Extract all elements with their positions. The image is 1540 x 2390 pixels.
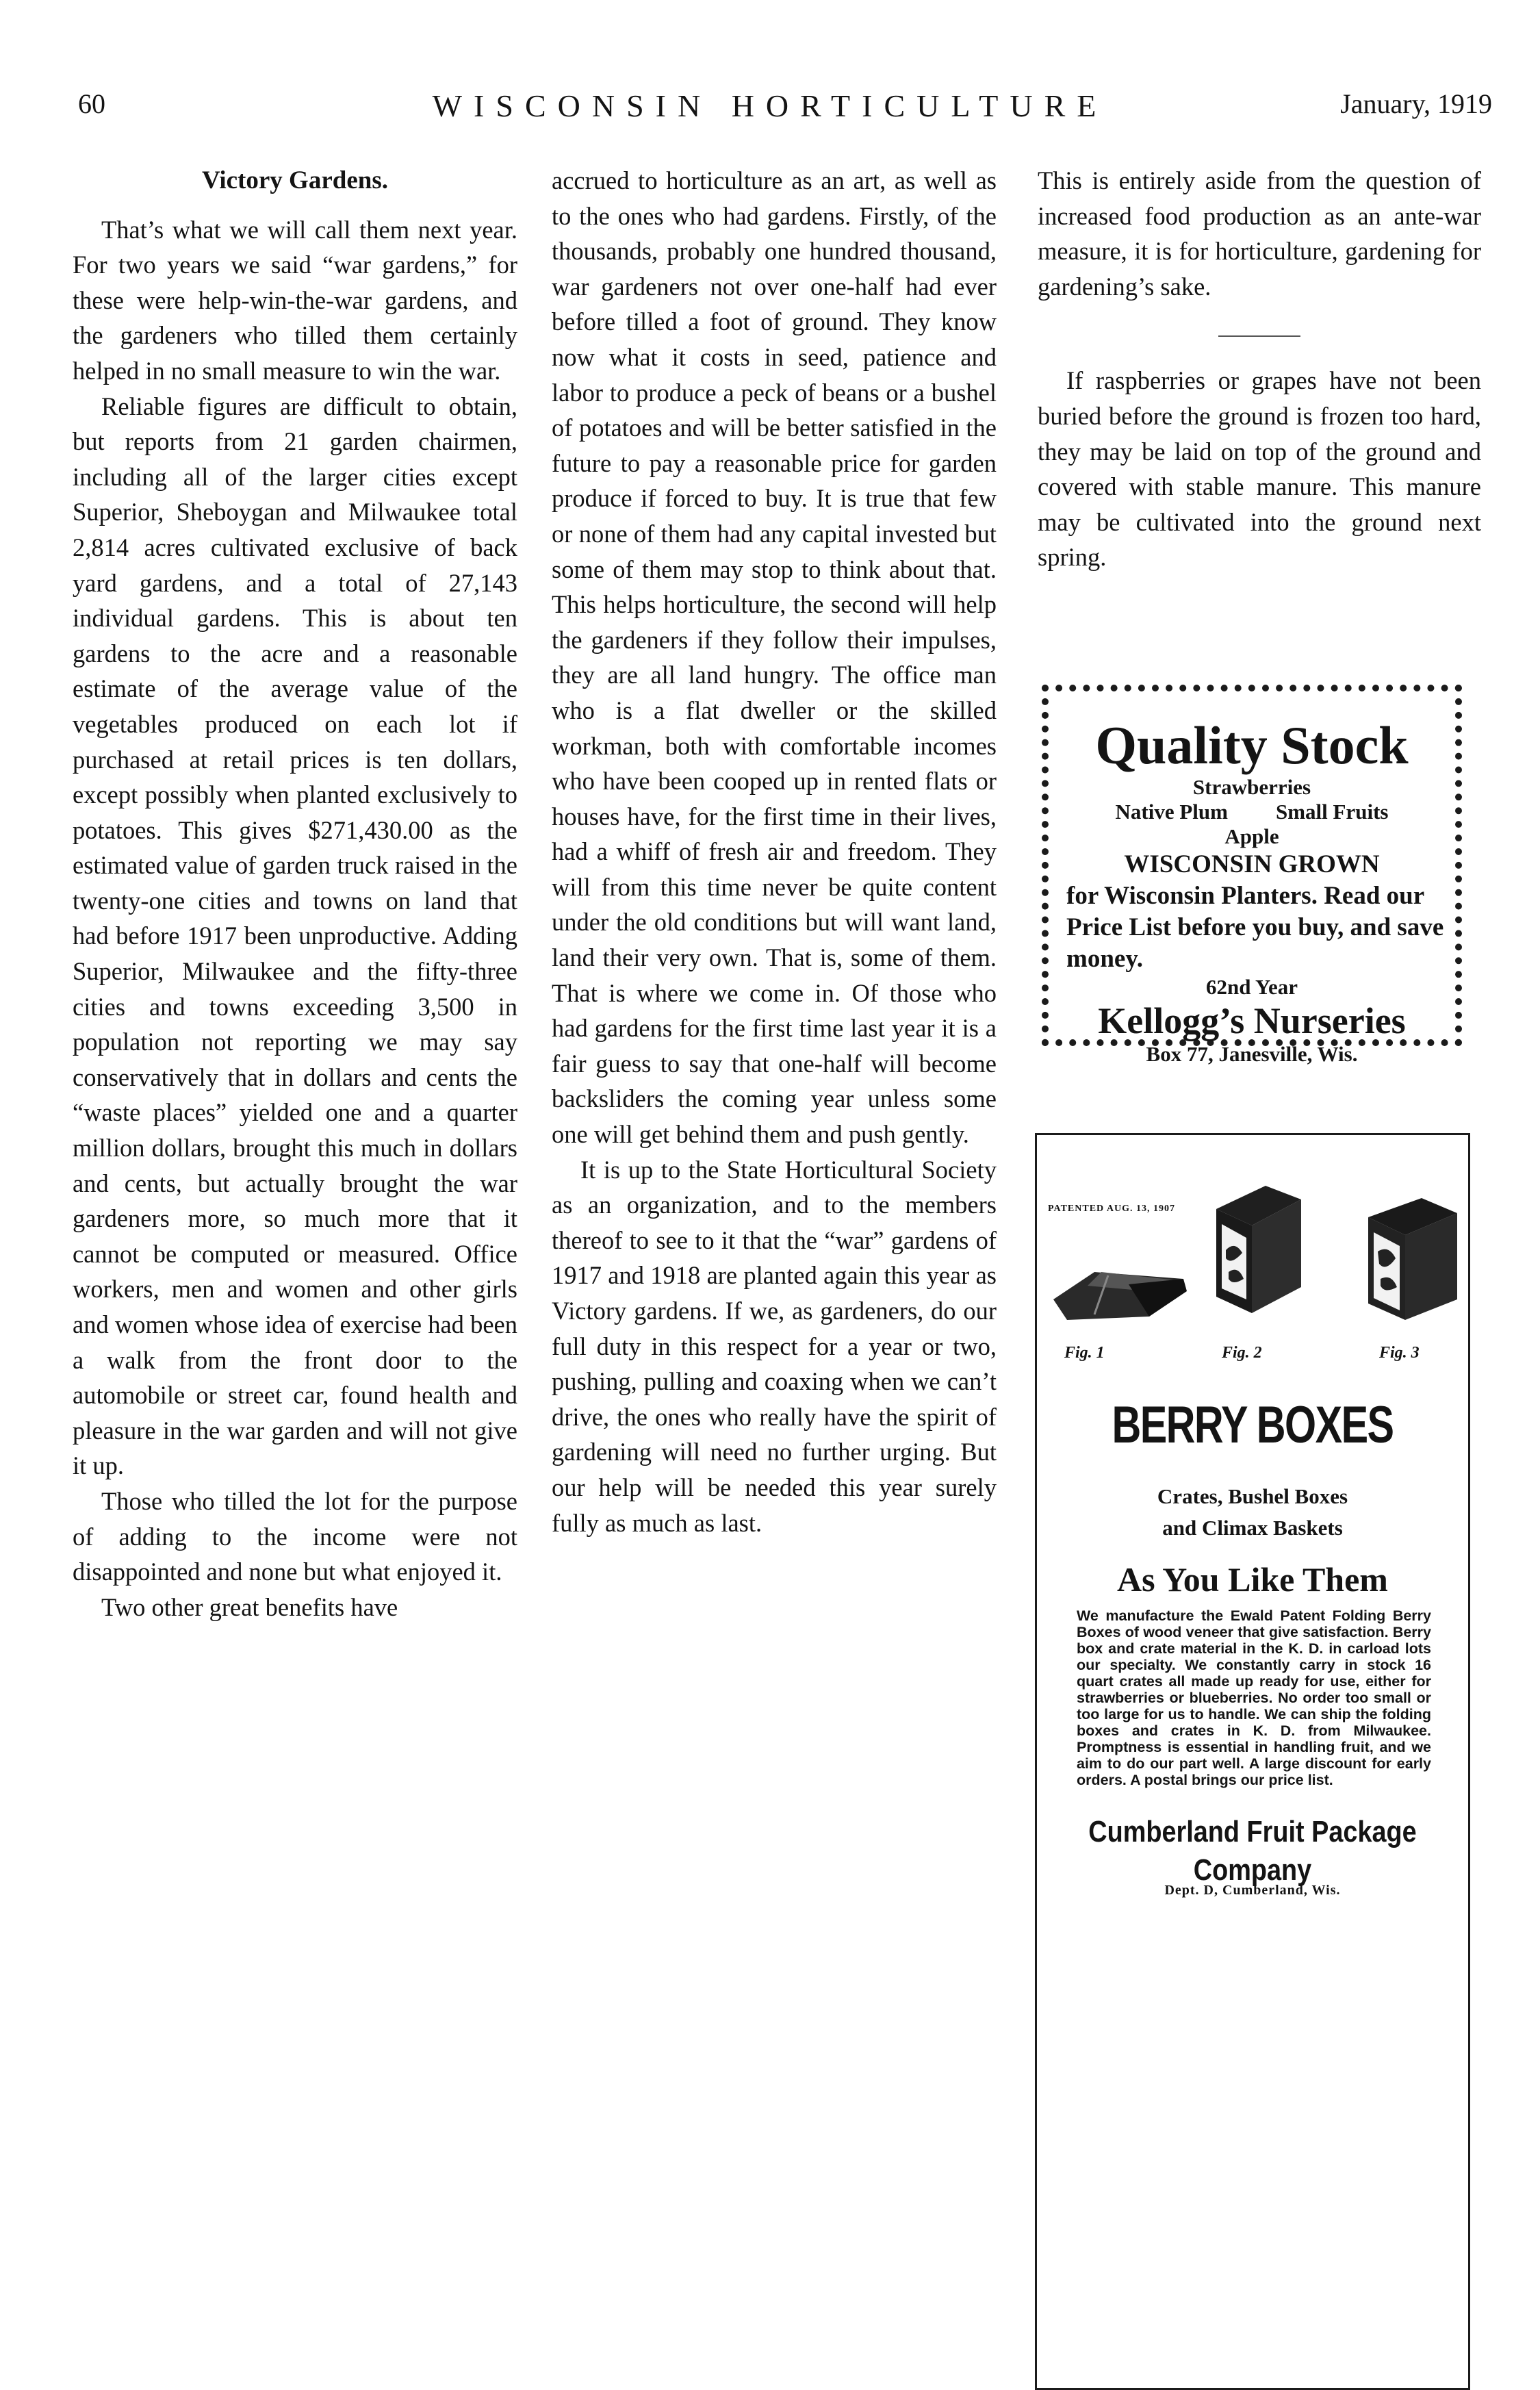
ad-line: Strawberries [1192, 775, 1311, 799]
ad-subtitle-line: Crates, Bushel Boxes [1157, 1484, 1348, 1508]
ad-body: We manufacture the Ewald Patent Folding Berry Boxes of wood veneer that give satisfaction. Berry box and crate material in the K. D. in carload lots our specialty. We constantly carry in stock 16 quart crates all made up ready for use, either for strawberries or blueberries. No order too small or too large for us to handle. We can ship the folding boxes and crates in K. D. from Milwaukee. Promptness is essential in handling fruit, and we aim to do our part well. A large discount for early orders. A postal brings our price list. [1077, 1607, 1431, 1788]
article-column-3 [1038, 163, 1481, 575]
ad-address: Dept. D, Cumberland, Wis. [1164, 1883, 1341, 1898]
journal-title: WISCONSIN HORTICULTURE [432, 88, 1108, 123]
divider [1218, 335, 1300, 337]
ad-line: WISCONSIN GROWN [1124, 850, 1380, 878]
article-heading: Victory Gardens. [202, 166, 388, 194]
article-column-2 [552, 163, 997, 1540]
fig-3-box [1368, 1198, 1457, 1320]
fig-2-label: Fig. 2 [1222, 1344, 1262, 1362]
paragraph: It is up to the State Horticultural Society as an organization, and to the members thereof to see to it that the “war” gardens of 1917 and 1918 are planted again this year as Victory gardens. If we, as gardeners, do our full duty in this respect for a year or two, pushing, pulling and coaxing when we can’t drive, the ones who really have the spirit of gardening will need no further urging. But our help will be needed this year surely fully as much as last. [552, 1155, 997, 1537]
patent-notice: PATENTED AUG. 13, 1907 [1048, 1204, 1175, 1214]
ad-line: for Wisconsin Planters. Read our Price List before you buy, and save money. [1066, 882, 1444, 973]
ad-tagline: As You Like Them [1117, 1560, 1388, 1599]
paragraph: Reliable figures are difficult to obtain, but reports from 21 garden chairmen, including all of the larger cities except Superior, Sheboygan and Milwaukee total 2,814 acres cultivated exclusive of back yard gardens, and a total of 27,143 individual gardens. This is about ten gardens to the acre and a reasonable estimate of the average value of the vegetables produced on each lot if purchased at retail prices is ten dollars, except possibly when planted exclusively to potatoes. This gives $271,430.00 as the estimated value of garden truck raised in the twenty-one cities and towns on land that had before 1917 been unproductive. Adding Superior, Milwaukee and the fifty-three cities and towns exceeding 3,500 in population not reporting we may say conservatively that in dollars and cents the “waste places” yielded one and a quarter million dollars, brought this much in dollars and cents, but actually brought the war gardeners more, so much more that it cannot be computed or measured. Office workers, men and women and other girls and women whose idea of exercise had been a walk from the front door to the automobile or street car, found health and pleasure in the war garden and will not give it up. [73, 392, 517, 1480]
fig-1-folded-box [1053, 1272, 1187, 1320]
paragraph: That’s what we will call them next year. For two years we said “war gardens,” for these were help-win-the-war gardens, and the gardeners who tilled them certainly helped in no small measure to win the war. [73, 215, 517, 385]
ad-subtitle-line: and Climax Baskets [1162, 1516, 1343, 1540]
ad-company-line: Company [1193, 1853, 1312, 1887]
running-head [0, 88, 1540, 129]
ad-address: Box 77, Janesville, Wis. [1146, 1042, 1358, 1066]
paragraph: Two other great benefits have [101, 1592, 398, 1621]
ad-subtitle [1037, 1481, 1468, 1544]
ad-row [1049, 800, 1455, 824]
ad-title: Quality Stock [1095, 715, 1409, 775]
ad-company: Kellogg’s Nurseries [1098, 1000, 1406, 1041]
ad-line: 62nd Year [1205, 975, 1298, 999]
article-column-1 [73, 163, 517, 1625]
issue-date: January, 1919 [1340, 88, 1492, 119]
fig-1-label: Fig. 1 [1064, 1344, 1105, 1362]
paragraph: This is entirely aside from the question of increased food production as an ante-war measure, it is for horticulture, gardening for gardening’s sake. [1038, 166, 1481, 301]
fig-2-box [1216, 1186, 1301, 1313]
page-number: 60 [78, 88, 105, 119]
ad-company [1067, 1813, 1438, 1890]
paragraph: Those who tilled the lot for the purpose of adding to the income were not disappointed and none but what enjoyed it. [73, 1486, 517, 1586]
ad-line: Apple [1224, 824, 1279, 848]
ad-company-line: Cumberland Fruit Package [1088, 1815, 1417, 1848]
ad-title: BERRY BOXES [1112, 1396, 1394, 1454]
berry-box-illustration [1047, 1169, 1461, 1354]
ad-line: Native Plum [1115, 800, 1228, 824]
ad-line: Small Fruits [1275, 800, 1389, 824]
berry-boxes-ad [1035, 1133, 1470, 2390]
kellogg-nurseries-ad [1042, 685, 1462, 1066]
fig-3-label: Fig. 3 [1379, 1344, 1420, 1362]
paragraph: accrued to horticulture as an art, as well as to the ones who had gardens. Firstly, of the thousands, probably one hundred thousand, war gardeners not over one-half had ever before tilled a foot of ground. They know now what it costs in seed, patience and labor to produce a peck of beans or a bushel of potatoes and will be better satisfied in the future to pay a reasonable price for garden produce if forced to buy. It is true that few or none of them had any capital invested but some of them may stop to think about that. This helps horticulture, the second will help the gardeners if they follow their impulses, they are all land hungry. The office man who is a flat dweller or the skilled workman, both with comfortable incomes who have been cooped up in rented flats or houses have, for the first time in their lives, had a whiff of fresh air and freedom. They will from this time never be quite content under the old conditions but will want land, land their very own. That is, some of them. That is where we come in. Of those who had gardens for the first time last year it is a fair guess to say that one-half will become backsliders the coming year unless some one will get behind them and push gently. [552, 166, 997, 1149]
note-paragraph: If raspberries or grapes have not been buried before the ground is frozen too hard, they may be laid on top of the ground and covered with stable manure. This manure may be cultivated into the ground next spring. [1038, 366, 1481, 572]
